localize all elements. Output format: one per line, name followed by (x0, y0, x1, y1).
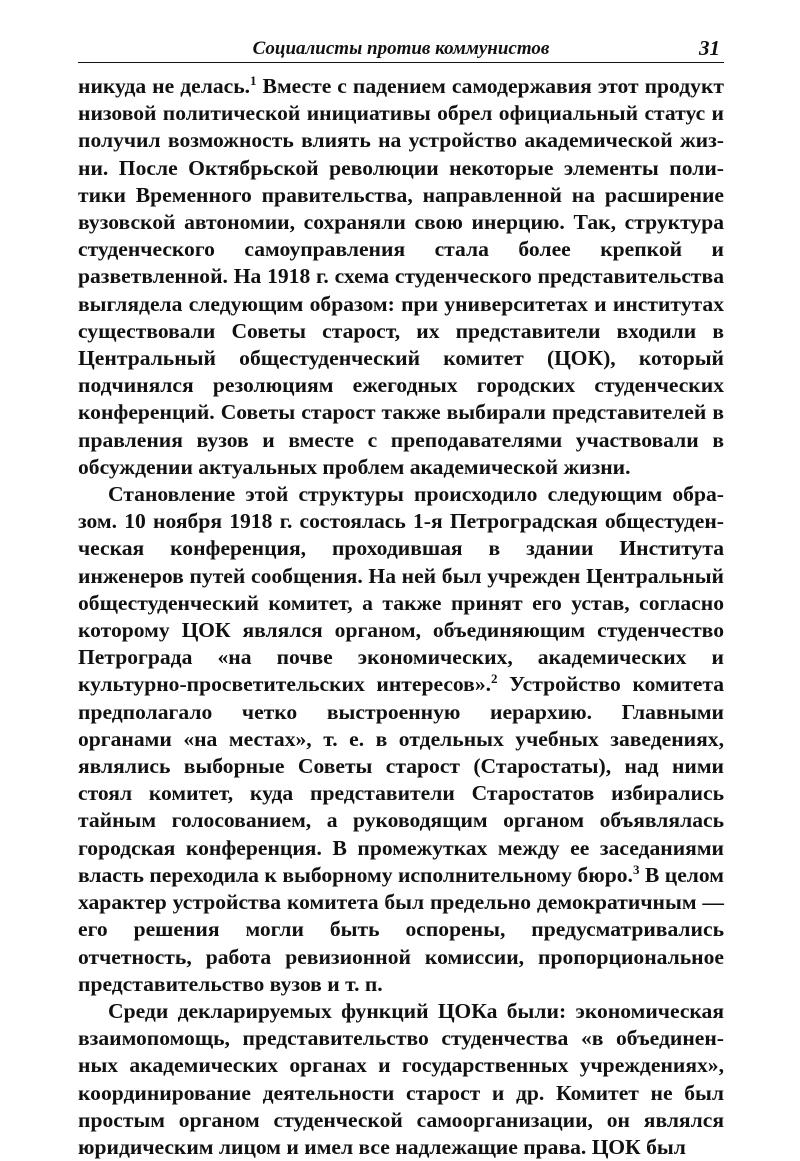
paragraph-1 (78, 73, 724, 481)
running-title: Социалисты против коммунистов (252, 38, 550, 59)
paragraph-2-text-2: Устройство комитета предполагало четко выстроенную иерархию. Главными органами «на местах», т. е. в отдельных учебных заведениях, являлись выборные Советы старост (Старостаты), над ними стоял комитет, куда представители Старостатов избирались тайным голосованием, а руководящим органом объявлялась городская конференция. В промежутках между ее заседаниями власть переходила к выборному исполнительному бюро. (78, 672, 724, 887)
footnote-marker-3: 3 (632, 861, 640, 877)
running-header (78, 34, 724, 63)
paragraph-1-text-1: никуда не делась. (78, 74, 251, 98)
body-text (78, 73, 724, 1161)
book-page (78, 34, 724, 1159)
footnote-marker-2: 2 (491, 671, 498, 687)
paragraph-2-text-3: В целом характер устройства комитета был предельно демократичным — его решения могли быть оспорены, предусматривались отчетность, работа ревизионной комиссии, пропорциональное представительство вузов и т. п. (78, 862, 724, 996)
page-number: 31 (699, 36, 720, 60)
paragraph-2 (78, 481, 724, 998)
paragraph-1-text-2: Вместе с падением самодержавия этот продукт низовой политической инициативы обрел официальный статус и получил возможность влиять на устройство академической жизни. После Октябрьской революции некоторые элементы политики Временного правительства, направленной на расширение вузовской автономии, сохраняли свою инерцию. Так, структура студенческого самоуправления стала более крепкой и разветвленной. На 1918 г. схема студенческого представительства выглядела следующим образом: при университетах и институтах существовали Советы старост, их представители входили в Центральный общестуденческий комитет (ЦОК), который подчинялся резолюциям ежегодных городских студенческих конференций. Советы старост также выбирали представителей в правления вузов и вместе с преподавателями участвовали в обсуждении актуальных проблем академической жизни. (78, 74, 724, 479)
paragraph-3 (78, 998, 724, 1161)
paragraph-3-text-1: Среди декларируемых функций ЦОКа были: экономическая взаимопомощь, представительство студенчества «в объединенных академических органах и государственных учреждениях», координирование деятельности старост и др. Комитет не был простым органом студенческой самоорганизации, он являлся юридическим лицом и имел все надлежащие права. ЦОК был (78, 998, 724, 1159)
footnote-marker-1: 1 (250, 73, 257, 88)
paragraph-2-text-1: Становление этой структуры происходило следующим образом. 10 ноября 1918 г. состоялась 1-я Петроградская общестуденческая конференция, проходившая в здании Института инженеров путей сообщения. На ней был учрежден Центральный общестуденческий комитет, а также принят его устав, согласно которому ЦОК являлся органом, объединяющим студенчество Петрограда «на почве экономических, академических и культурно-просветительских интересов». (78, 482, 724, 697)
